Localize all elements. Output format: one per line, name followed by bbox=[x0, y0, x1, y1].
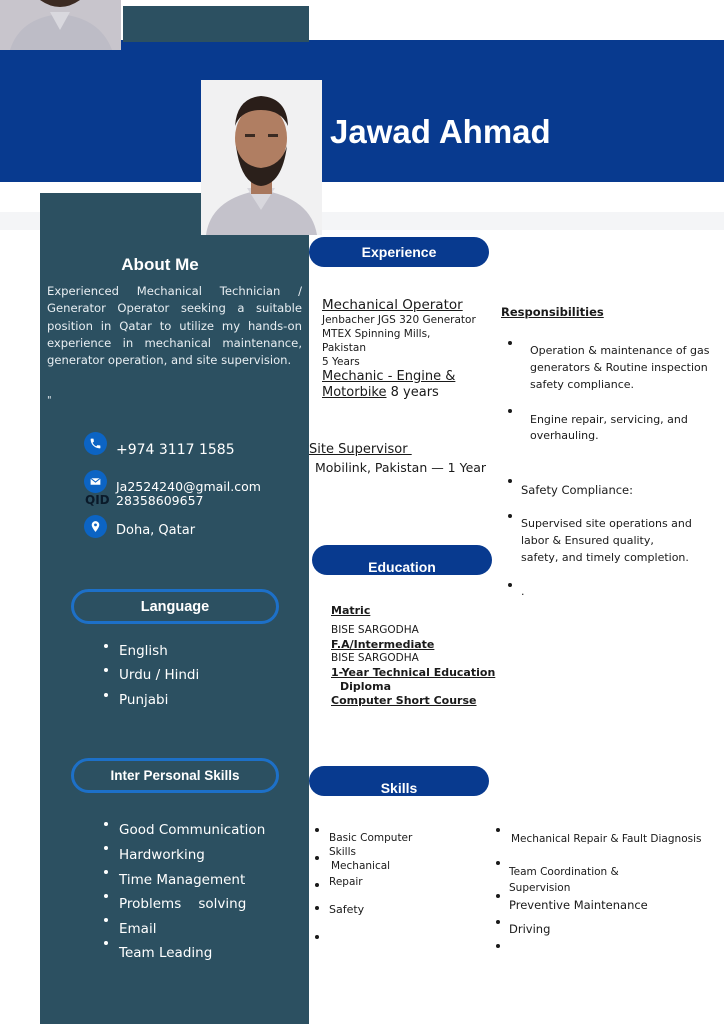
interpersonal-title: Inter Personal Skills bbox=[110, 768, 240, 783]
qid-label: QID bbox=[85, 493, 110, 507]
resp4-line2: labor & Ensured quality, bbox=[521, 534, 654, 547]
list-item: Time Management bbox=[119, 872, 246, 888]
edu-fa-board: BISE SARGODHA bbox=[331, 652, 419, 664]
candidate-name: Jawad Ahmad bbox=[330, 113, 551, 150]
language-heading bbox=[71, 589, 279, 624]
skill-left2-line2: Repair bbox=[329, 876, 363, 888]
list-item: Email bbox=[119, 921, 157, 937]
top-strip bbox=[123, 6, 309, 42]
language-title: Language bbox=[140, 598, 210, 615]
skill-right3: Preventive Maintenance bbox=[509, 898, 648, 912]
skill-left1-line2: Skills bbox=[329, 846, 356, 858]
edu-tech-diploma: Diploma bbox=[340, 680, 391, 693]
list-item: English bbox=[119, 643, 168, 659]
experience-heading bbox=[309, 237, 489, 267]
skill-left1-line1: Basic Computer bbox=[329, 832, 413, 844]
job1-title: Mechanical Operator bbox=[322, 297, 463, 313]
job1-line4: 5 Years bbox=[322, 356, 360, 368]
resp2-line1: Engine repair, servicing, and bbox=[530, 413, 688, 426]
skill-left2-line1: Mechanical bbox=[331, 860, 391, 872]
job2-title2: Motorbike bbox=[322, 385, 387, 400]
location-pin-icon bbox=[84, 515, 107, 538]
resp4-line1: Supervised site operations and bbox=[521, 517, 692, 530]
skills-heading bbox=[309, 766, 489, 796]
phone-icon bbox=[84, 432, 107, 455]
edu-tech: 1-Year Technical Education bbox=[331, 666, 496, 679]
skill-left3: Safety bbox=[329, 903, 365, 916]
skill-right1: Mechanical Repair & Fault Diagnosis bbox=[511, 833, 702, 845]
interpersonal-list bbox=[119, 822, 304, 972]
list-item: Problems solving bbox=[119, 896, 247, 912]
education-title: Education bbox=[368, 559, 436, 575]
about-title: About Me bbox=[121, 255, 199, 274]
resp4-line3: safety, and timely completion. bbox=[521, 551, 689, 564]
job1-line2: MTEX Spinning Mills, bbox=[322, 328, 431, 340]
job3-title: Site Supervisor bbox=[309, 442, 412, 457]
about-text: Experienced Mechanical Technician / Generator Operator seeking a suitable position in Qatar to utilize my hands-on experience in mechanical maintenance, generator operation, and site supervision. bbox=[47, 284, 302, 368]
resp3: Safety Compliance: bbox=[521, 483, 634, 497]
list-item: Hardworking bbox=[119, 847, 205, 863]
skills-title: Skills bbox=[380, 780, 418, 796]
experience-title: Experience bbox=[361, 244, 437, 260]
edu-matric: Matric bbox=[331, 604, 371, 617]
language-list bbox=[119, 643, 299, 713]
edu-matric-board: BISE SARGODHA bbox=[331, 624, 419, 636]
skill-right2-line1: Team Coordination & bbox=[509, 866, 619, 878]
job2-duration: 8 years bbox=[386, 385, 439, 400]
phone-number: +974 3117 1585 bbox=[116, 442, 235, 458]
responsibilities-title: Responsibilities bbox=[501, 305, 604, 319]
resp2-line2: overhauling. bbox=[530, 429, 599, 442]
job3-line1: Mobilink, Pakistan — 1 Year bbox=[315, 460, 487, 475]
interpersonal-heading bbox=[71, 758, 279, 793]
location-text: Doha, Qatar bbox=[116, 523, 196, 538]
list-item: Urdu / Hindi bbox=[119, 667, 200, 683]
job2-title: Mechanic - Engine & bbox=[322, 369, 456, 384]
mail-icon bbox=[84, 470, 107, 493]
skill-right4: Driving bbox=[509, 922, 551, 936]
job1-line1: Jenbacher JGS 320 Generator bbox=[322, 314, 476, 326]
edu-fa: F.A/Intermediate bbox=[331, 638, 435, 651]
skill-right2-line2: Supervision bbox=[509, 882, 571, 894]
qid-value: 28358609657 bbox=[116, 493, 204, 508]
education-heading bbox=[312, 545, 492, 575]
list-item: Team Leading bbox=[119, 945, 213, 961]
quote-mark: " bbox=[47, 395, 52, 406]
email-address: Ja2524240@gmail.com bbox=[116, 479, 261, 494]
job2-line bbox=[322, 385, 439, 400]
profile-photo-small bbox=[0, 0, 121, 50]
job1-line3: Pakistan bbox=[322, 342, 366, 354]
resp5: . bbox=[521, 585, 525, 598]
list-item: Good Communication bbox=[119, 822, 266, 838]
resp1-line3: safety compliance. bbox=[530, 378, 635, 391]
list-item: Punjabi bbox=[119, 692, 169, 708]
edu-short-course: Computer Short Course bbox=[331, 694, 477, 707]
resp1-line2: generators & Routine inspection bbox=[530, 361, 708, 374]
resp1-line1: Operation & maintenance of gas bbox=[530, 344, 710, 357]
profile-photo bbox=[201, 80, 322, 235]
header-band bbox=[0, 40, 724, 182]
